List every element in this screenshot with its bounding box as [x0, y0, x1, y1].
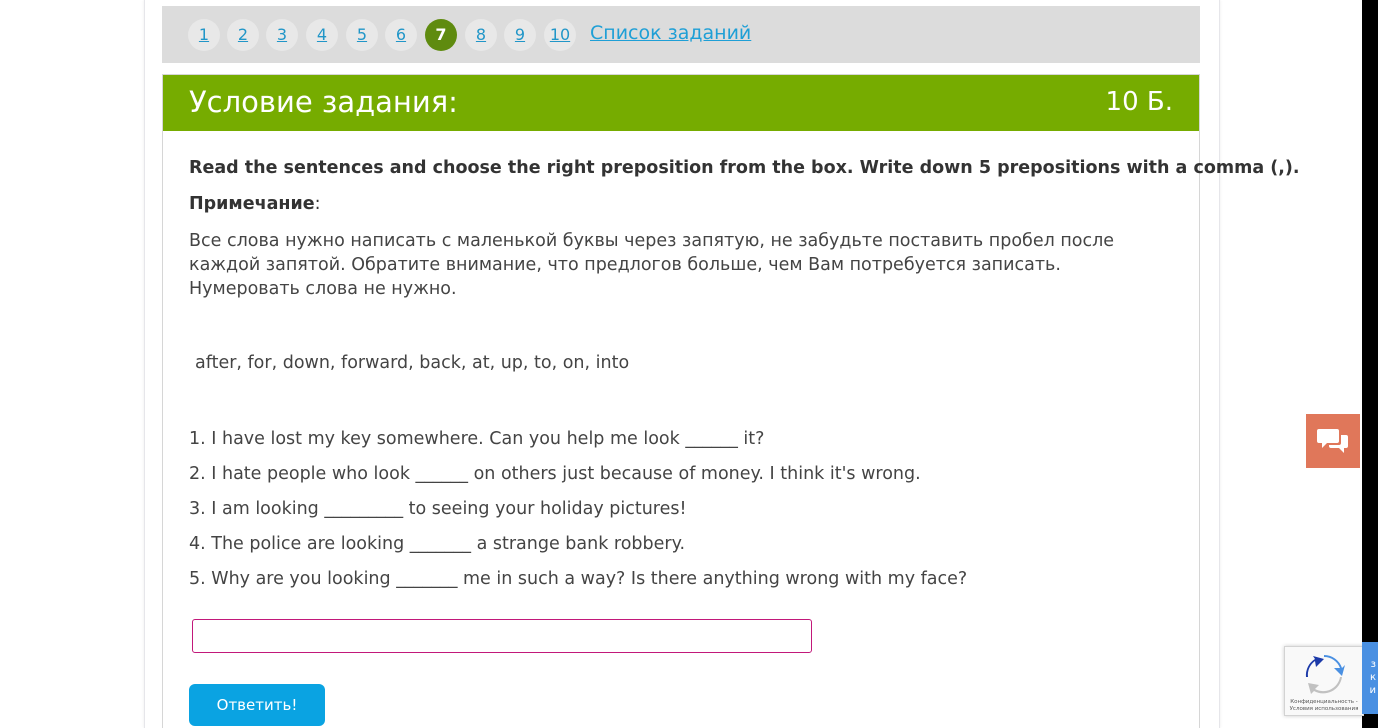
pager-button-1[interactable]: 1 — [188, 19, 220, 51]
task-instruction: Read the sentences and choose the right preposition from the box. Write down 5 prepositions with a comma (,). — [189, 158, 1300, 178]
sentence-3: 3. I am looking _________ to seeing your holiday pictures! — [189, 499, 687, 519]
recaptcha-side-panel: з к и — [1362, 642, 1378, 714]
note-colon: : — [314, 194, 321, 214]
note-label-row — [189, 194, 321, 214]
recaptcha-icon — [1303, 653, 1345, 697]
pager-button-8[interactable]: 8 — [465, 19, 497, 51]
note-text: Все слова нужно написать с маленькой буквы через запятую, не забудьте поставить пробел после каждой запятой. Обратите внимание, что предлогов больше, чем Вам потребуется записать. Нумеровать слова не нужно. — [189, 231, 1115, 299]
submit-answer-button[interactable]: Ответить! — [189, 684, 325, 726]
preposition-word-box: after, for, down, forward, back, at, up, to, on, into — [195, 353, 630, 373]
pager-button-3[interactable]: 3 — [266, 19, 298, 51]
sentence-2: 2. I hate people who look ______ on others just because of money. I think it's wrong. — [189, 464, 921, 484]
recaptcha-badge[interactable] — [1284, 646, 1364, 716]
task-pager — [162, 6, 1200, 63]
pager-button-2[interactable]: 2 — [227, 19, 259, 51]
pager-button-9[interactable]: 9 — [504, 19, 536, 51]
task-points: 10 Б. — [1105, 87, 1173, 117]
sentence-4: 4. The police are looking _______ a strange bank robbery. — [189, 534, 686, 554]
pager-button-5[interactable]: 5 — [346, 19, 378, 51]
pager-button-4[interactable]: 4 — [306, 19, 338, 51]
chat-button[interactable] — [1306, 414, 1360, 468]
pager-button-10[interactable]: 10 — [544, 19, 576, 51]
note-label: Примечание — [189, 194, 315, 214]
sentence-1: 1. I have lost my key somewhere. Can you help me look ______ it? — [189, 429, 765, 449]
task-header-title: Условие задания: — [189, 85, 458, 119]
pager-button-6[interactable]: 6 — [385, 19, 417, 51]
chat-bubbles-icon — [1317, 427, 1349, 455]
task-list-link[interactable]: Список заданий — [590, 22, 752, 44]
recaptcha-text: Конфиденциальность - Условия использования — [1289, 699, 1359, 712]
answer-input[interactable] — [192, 619, 812, 653]
task-header — [163, 75, 1199, 131]
sentence-5: 5. Why are you looking _______ me in such a way? Is there anything wrong with my face? — [189, 569, 968, 589]
right-edge-strip — [1362, 0, 1378, 728]
pager-button-7-active[interactable]: 7 — [425, 19, 457, 51]
